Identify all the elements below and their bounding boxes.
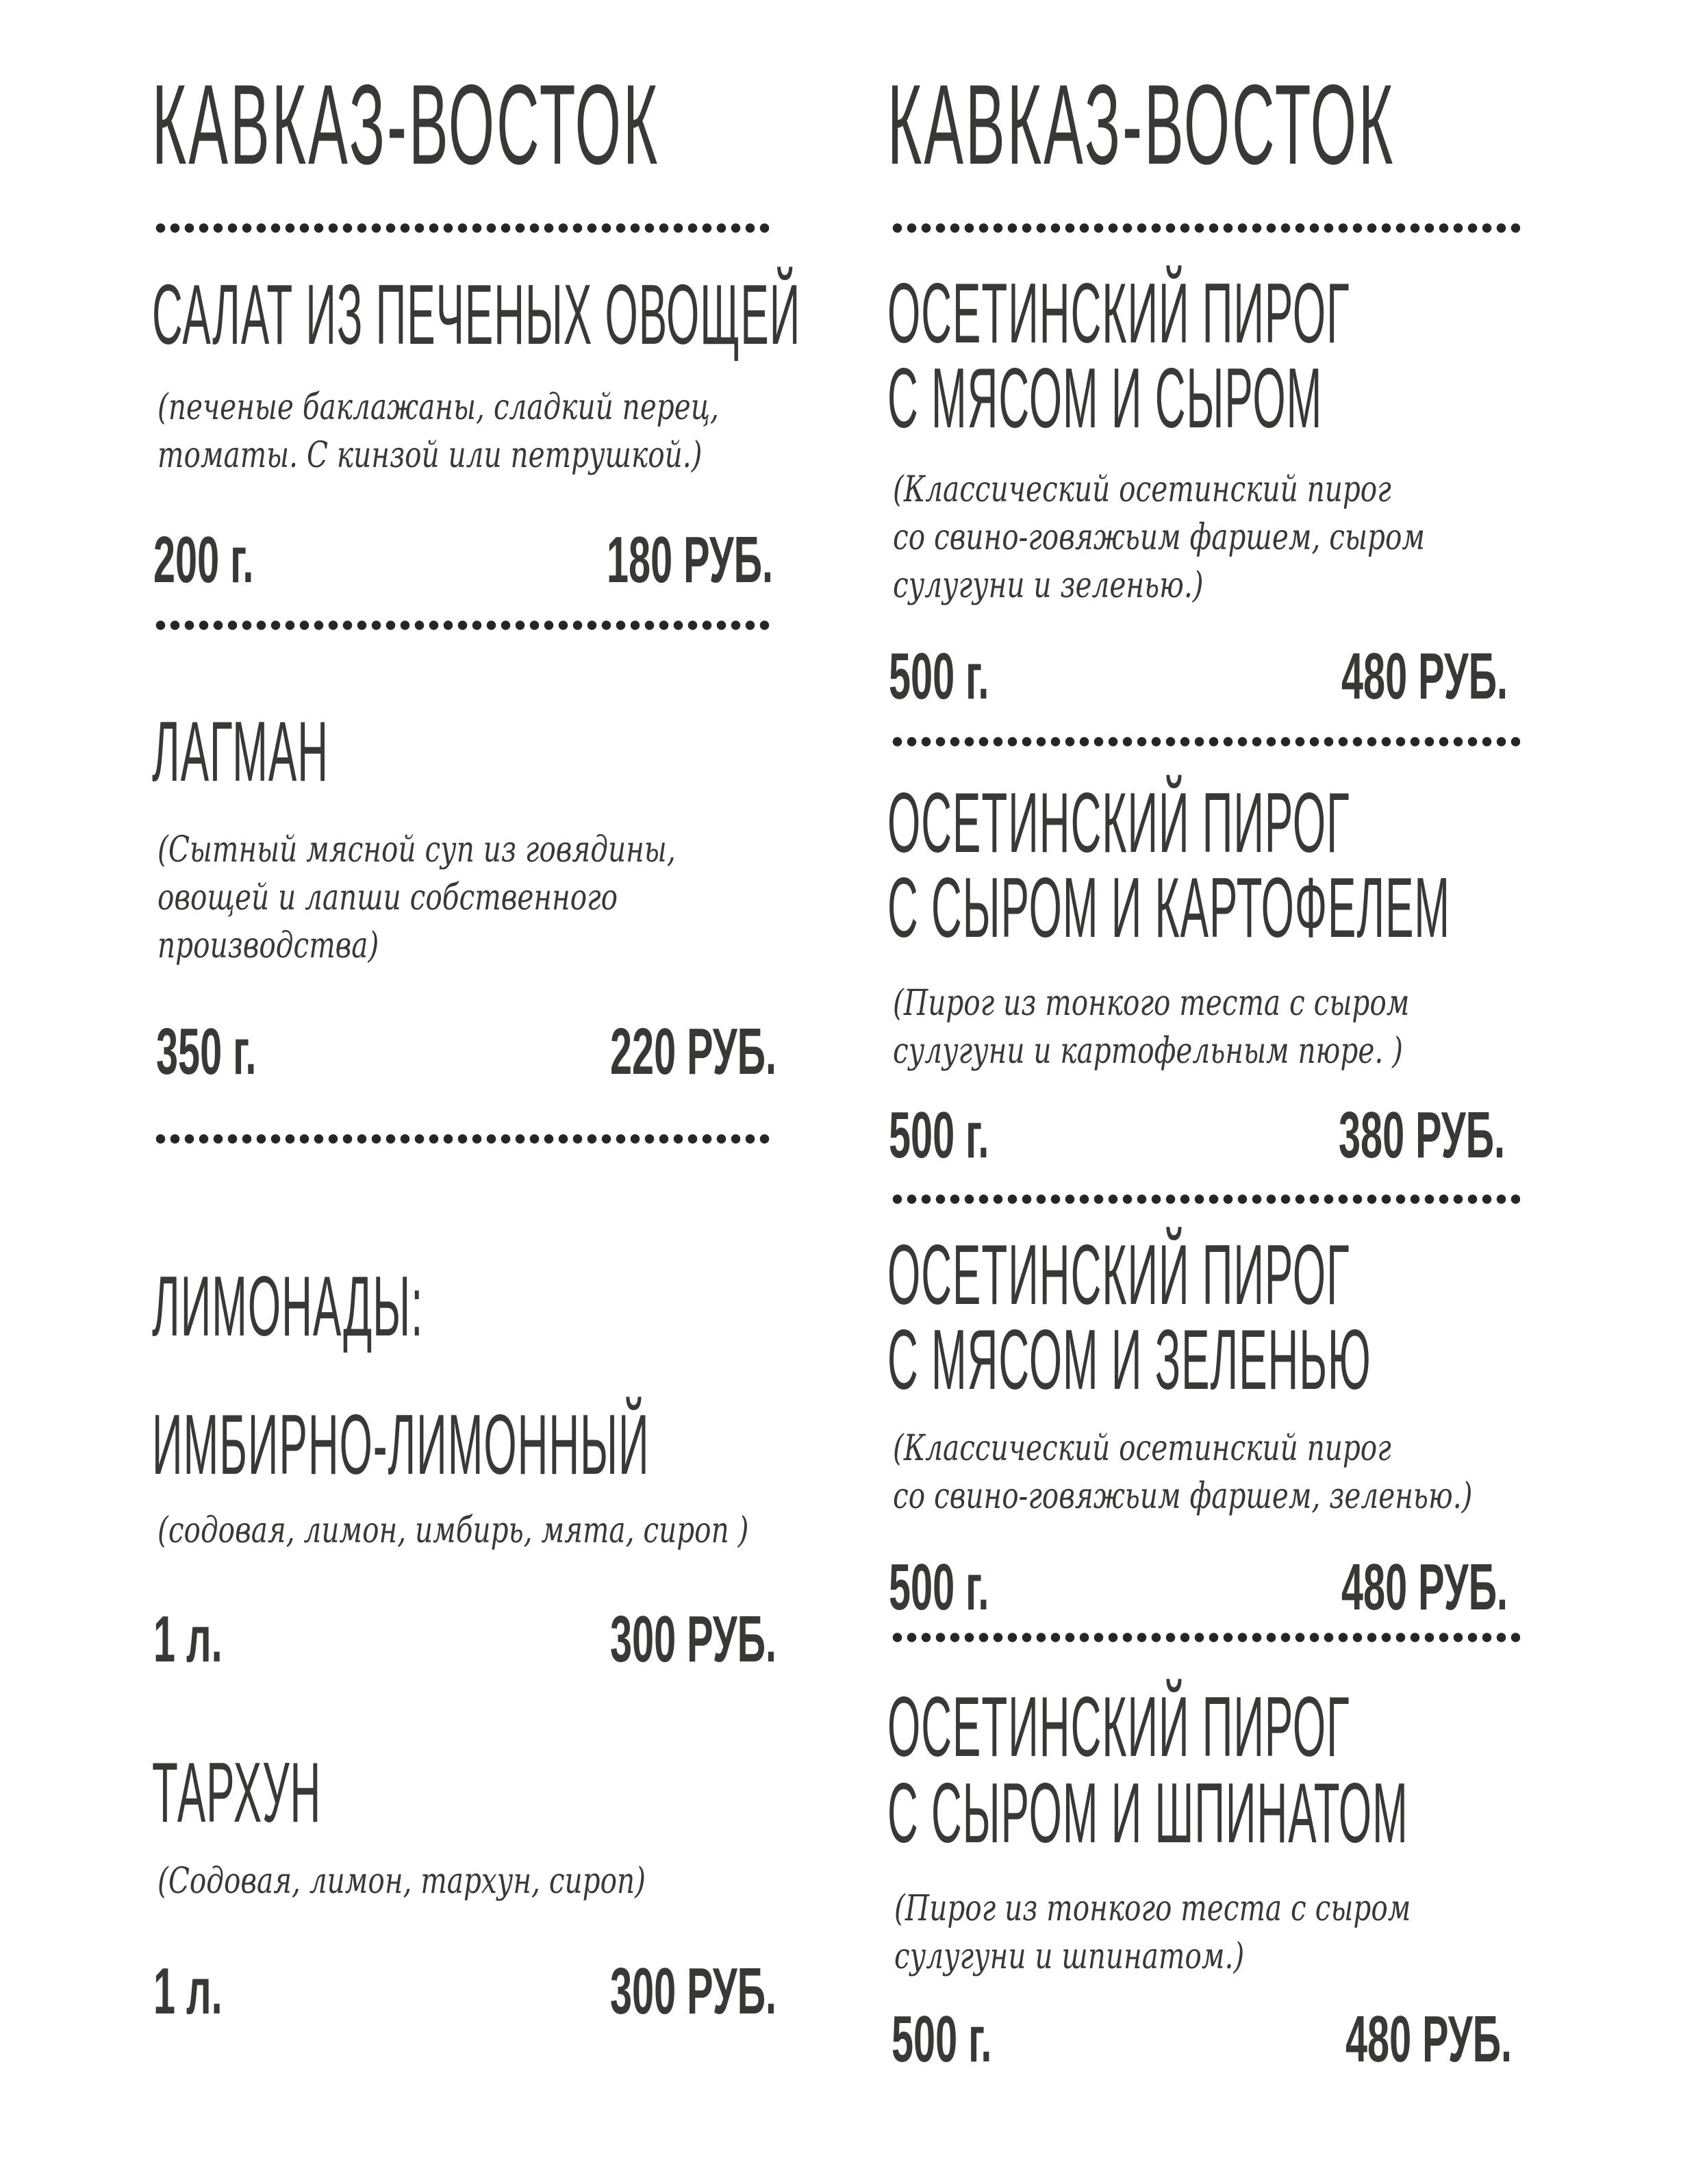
dish-name: ЛАГМАН xyxy=(152,705,329,799)
dish-portion: 350 г. xyxy=(156,1015,257,1088)
drink-name: ИМБИРНО-ЛИМОННЫЙ xyxy=(152,1398,650,1492)
dotted-divider xyxy=(153,223,772,233)
page-title: КАВКАЗ-ВОСТОК xyxy=(152,62,660,188)
dish-description-line: (печеные баклажаны, сладкий перец, xyxy=(157,387,719,428)
dish-name-line: ОСЕТИНСКИЙ ПИРОГ xyxy=(887,776,1350,870)
dish-portion: 500 г. xyxy=(889,640,989,713)
dish-price: 480 РУБ. xyxy=(1341,1551,1508,1624)
dish-price: 180 РУБ. xyxy=(607,523,773,597)
dish-portion: 500 г. xyxy=(889,1551,989,1624)
dish-name-line: С МЯСОМ И СЫРОМ xyxy=(887,351,1323,446)
drink-price: 300 РУБ. xyxy=(610,1955,776,2028)
dish-name-line: ОСЕТИНСКИЙ ПИРОГ xyxy=(887,266,1350,361)
drink-portion: 1 л. xyxy=(153,1603,223,1676)
dish-description-line: (Пирог из тонкого теста с сыром xyxy=(894,1888,1411,1929)
dotted-divider xyxy=(890,737,1520,746)
drink-name: ТАРХУН xyxy=(152,1746,322,1840)
drink-description-line: (содовая, лимон, имбирь, мята, сироп ) xyxy=(157,1510,749,1551)
dish-price: 480 РУБ. xyxy=(1345,2003,1512,2076)
dish-description-line: (Сытный мясной суп из говядины, xyxy=(157,829,676,870)
drink-price: 300 РУБ. xyxy=(610,1603,776,1676)
dotted-divider xyxy=(153,1134,772,1144)
dotted-divider xyxy=(153,620,772,630)
dish-description-line: со свино-говяжьим фаршем, зеленью.) xyxy=(893,1476,1473,1517)
dish-description-line: томаты. С кинзой или петрушкой.) xyxy=(157,435,703,476)
dish-description-line: (Классический осетинский пирог xyxy=(893,469,1391,510)
dish-name: САЛАТ ИЗ ПЕЧЕНЫХ ОВОЩЕЙ xyxy=(152,268,801,362)
dish-price: 480 РУБ. xyxy=(1341,640,1508,713)
dish-portion: 500 г. xyxy=(892,2003,992,2076)
dish-description-line: производства) xyxy=(157,925,379,966)
dish-portion: 500 г. xyxy=(889,1099,989,1172)
dish-description-line: сулугуни и шпинатом.) xyxy=(894,1936,1245,1977)
dish-description-line: со свино-говяжьим фаршем, сыром xyxy=(893,517,1426,558)
dotted-divider xyxy=(890,223,1520,233)
dish-name-line: ОСЕТИНСКИЙ ПИРОГ xyxy=(887,1228,1350,1322)
dish-name-line: ОСЕТИНСКИЙ ПИРОГ xyxy=(887,1680,1350,1774)
section-heading: ЛИМОНАДЫ: xyxy=(152,1259,424,1354)
drink-description-line: (Содовая, лимон, тархун, сироп) xyxy=(157,1861,646,1902)
dish-name-line: С СЫРОМ И КАРТОФЕЛЕМ xyxy=(887,861,1451,955)
dotted-divider xyxy=(890,1633,1520,1642)
dish-portion: 200 г. xyxy=(153,523,254,597)
dish-description-line: сулугуни и картофельным пюре. ) xyxy=(893,1031,1403,1072)
dish-description-line: (Пирог из тонкого теста с сыром xyxy=(893,983,1410,1024)
dish-name-line: С МЯСОМ И ЗЕЛЕНЬЮ xyxy=(887,1313,1371,1407)
dish-description-line: сулугуни и зеленью.) xyxy=(893,565,1204,606)
dish-description-line: (Классический осетинский пирог xyxy=(893,1428,1391,1469)
dotted-divider xyxy=(890,1194,1520,1204)
dish-price: 380 РУБ. xyxy=(1339,1099,1505,1172)
dish-price: 220 РУБ. xyxy=(610,1015,776,1088)
dish-description-line: овощей и лапши собственного xyxy=(157,877,618,918)
dish-name-line: С СЫРОМ И ШПИНАТОМ xyxy=(887,1766,1408,1861)
drink-portion: 1 л. xyxy=(153,1955,223,2028)
page-title: КАВКАЗ-ВОСТОК xyxy=(887,62,1395,188)
